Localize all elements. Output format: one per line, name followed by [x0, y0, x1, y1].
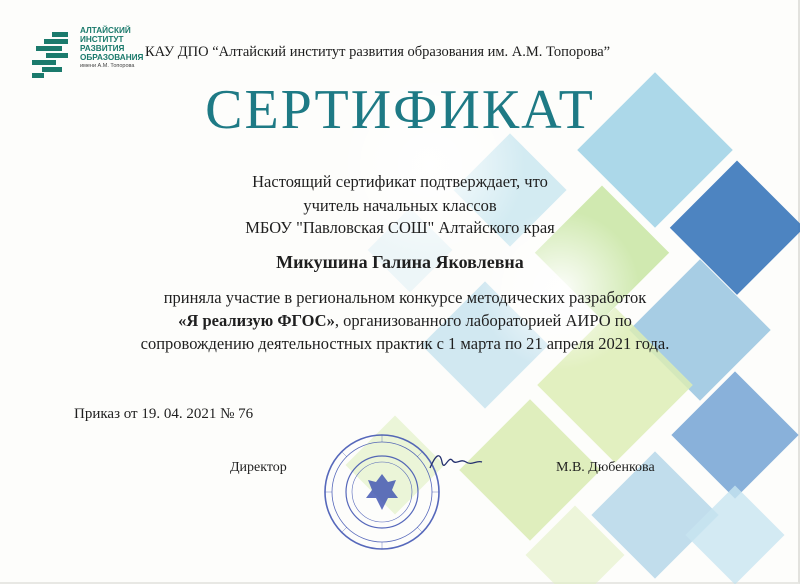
logo-mark-icon [30, 30, 76, 78]
body-line-2-rest: , организованного лабораторией АИРО по [334, 311, 632, 330]
director-signature [426, 448, 486, 478]
body-line-1: приняла участие в региональном конкурсе методических разработок [163, 288, 647, 307]
logo-line-4: ОБРАЗОВАНИЯ [80, 53, 144, 62]
certificate-title: СЕРТИФИКАТ [205, 79, 595, 141]
order-reference: Приказ от 19. 04. 2021 № 76 [74, 406, 254, 422]
director-label: Директор [230, 460, 287, 475]
intro-line-2: учитель начальных классов [303, 196, 497, 215]
logo-line-2: ИНСТИТУТ [80, 35, 124, 44]
logo-subline: имени А.М. Топорова [80, 63, 135, 69]
logo-line-3: РАЗВИТИЯ [80, 44, 125, 53]
body-line-3: сопровождению деятельностных практик с 1 марта по 21 апреля 2021 года. [140, 334, 670, 353]
institute-logo [30, 26, 150, 86]
logo-line-1: АЛТАЙСКИЙ [80, 26, 131, 35]
contest-name: «Я реализую ФГОС» [178, 311, 335, 330]
logo-text [80, 26, 150, 70]
recipient-name: Микушина Галина Яковлевна [276, 252, 524, 272]
intro-line-3: МБОУ "Павловская СОШ" Алтайского края [245, 218, 555, 237]
organization-header: КАУ ДПО “Алтайский институт развития образования им. А.М. Топорова” [145, 44, 611, 60]
director-name: М.В. Дюбенкова [556, 460, 655, 475]
certificate-body [60, 286, 750, 355]
body-line-2 [60, 309, 750, 332]
official-stamp [322, 432, 442, 552]
intro-line-1: Настоящий сертификат подтверждает, что [252, 172, 548, 191]
